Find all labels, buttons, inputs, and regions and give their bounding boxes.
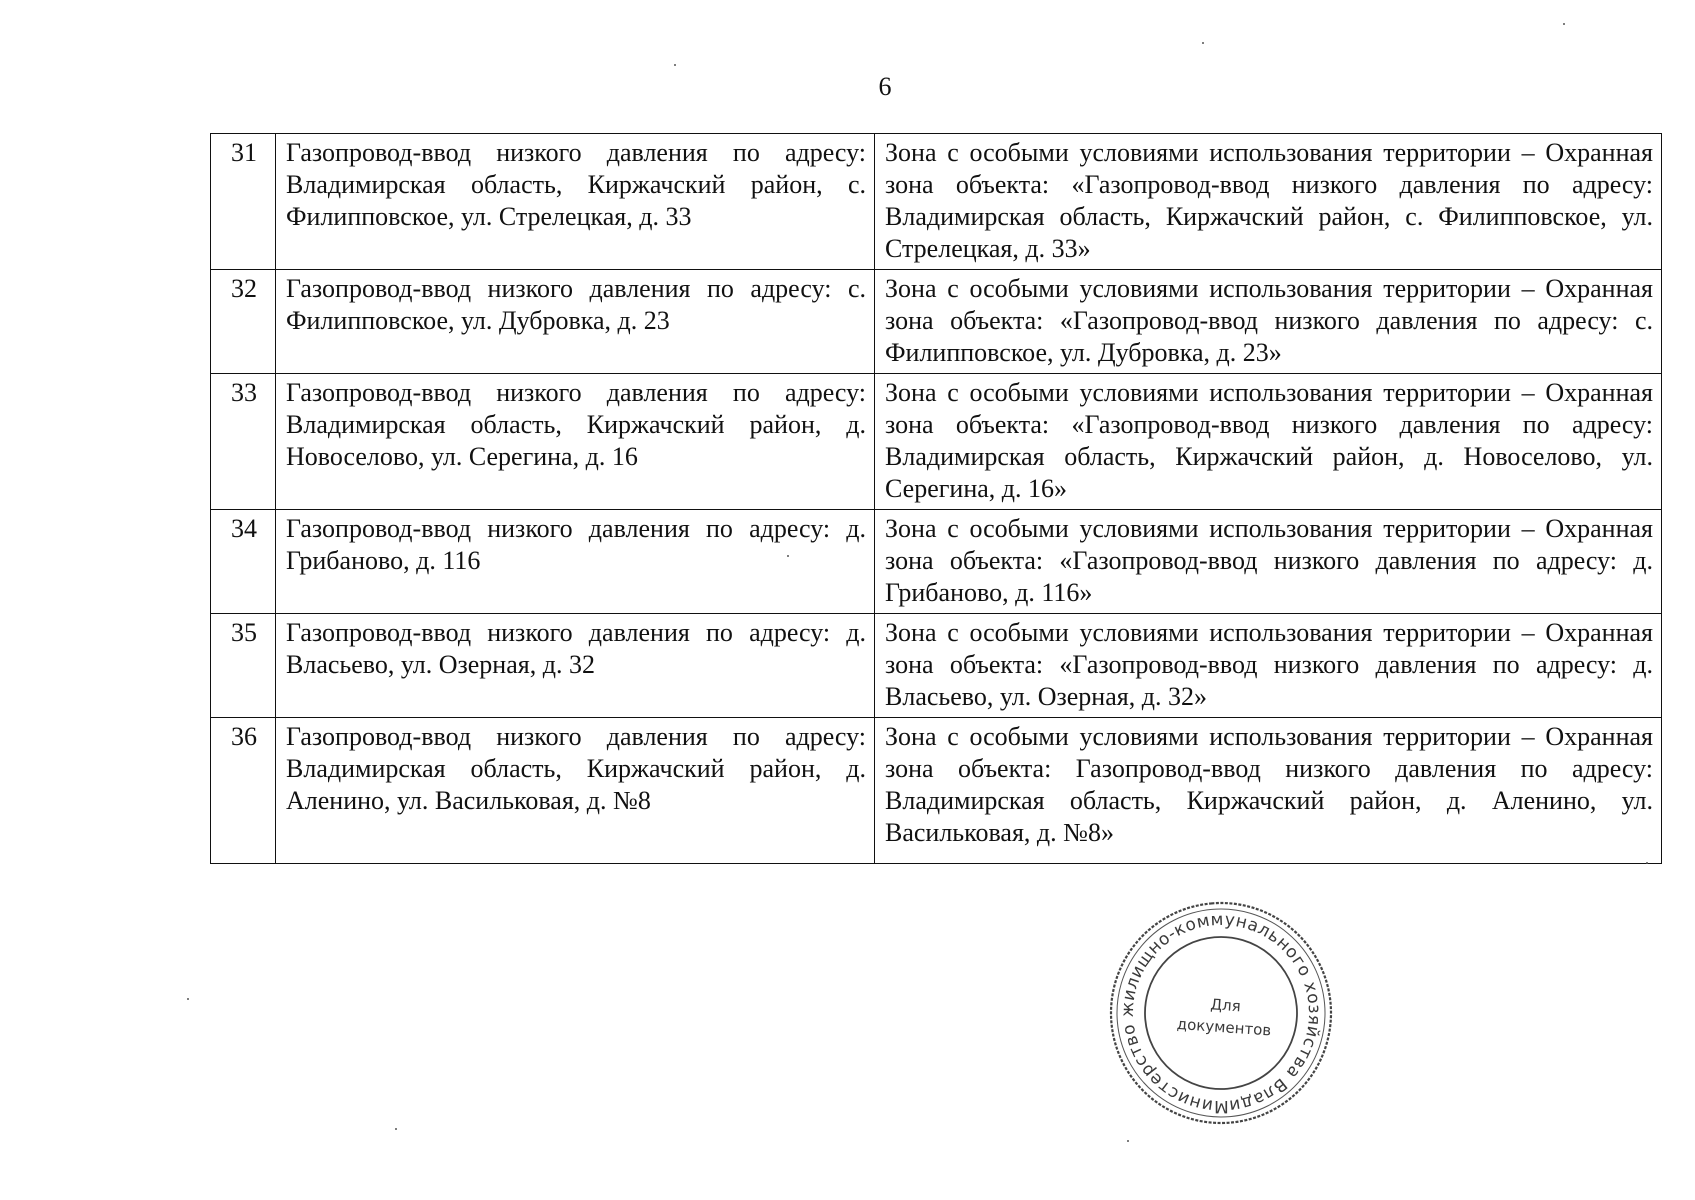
zone-description-cell: Зона с особыми условиями использования территории – Охранная зона объекта: Газопровод-ввод низкого давления по адресу: Владимирская область, Киржачский район, д. Аленино, ул. Васильковая, д. №8» [875, 718, 1662, 864]
stamp-center-line2: документов [1176, 1014, 1272, 1040]
row-number: 33 [211, 374, 276, 510]
table-row [211, 270, 1662, 374]
zone-description-cell: Зона с особыми условиями использования территории – Охранная зона объекта: «Газопровод-ввод низкого давления по адресу: д. Грибаново, д. 116» [875, 510, 1662, 614]
row-number: 36 [211, 718, 276, 864]
table-row [211, 718, 1662, 864]
official-stamp [1106, 898, 1336, 1128]
object-name-cell: Газопровод-ввод низкого давления по адресу: Владимирская область, Киржачский район, д. Аленино, ул. Васильковая, д. №8 [276, 718, 875, 864]
row-number: 31 [211, 134, 276, 270]
scan-speck [674, 64, 676, 66]
zone-description-cell: Зона с особыми условиями использования территории – Охранная зона объекта: «Газопровод-ввод низкого давления по адресу: Владимирская область, Киржачский район, с. Филипповское, ул. Стрелецкая, д. 33» [875, 134, 1662, 270]
scan-speck [1563, 23, 1565, 25]
table-row [211, 614, 1662, 718]
stamp-ring-text: Министерство жилищно-коммунального хозяйства Владимирской [1117, 909, 1325, 1117]
stamp-center-line1: Для [1209, 995, 1242, 1016]
zone-description-cell: Зона с особыми условиями использования территории – Охранная зона объекта: «Газопровод-ввод низкого давления по адресу: с. Филипповское, ул. Дубровка, д. 23» [875, 270, 1662, 374]
object-name-cell: Газопровод-ввод низкого давления по адресу: Владимирская область, Киржачский район, с. Филипповское, ул. Стрелецкая, д. 33 [276, 134, 875, 270]
object-name-cell: Газопровод-ввод низкого давления по адресу: д. Власьево, ул. Озерная, д. 32 [276, 614, 875, 718]
table-row [211, 134, 1662, 270]
scan-speck [187, 998, 189, 1000]
zone-description-cell: Зона с особыми условиями использования территории – Охранная зона объекта: «Газопровод-ввод низкого давления по адресу: Владимирская область, Киржачский район, д. Новоселово, ул. Серегина, д. 16» [875, 374, 1662, 510]
object-name-cell: Газопровод-ввод низкого давления по адресу: д. Грибаново, д. 116 [276, 510, 875, 614]
object-name-cell: Газопровод-ввод низкого давления по адресу: с. Филипповское, ул. Дубровка, д. 23 [276, 270, 875, 374]
table-row [211, 510, 1662, 614]
zone-description-cell: Зона с особыми условиями использования территории – Охранная зона объекта: «Газопровод-ввод низкого давления по адресу: д. Власьево, ул. Озерная, д. 32» [875, 614, 1662, 718]
scan-speck [1127, 1140, 1129, 1142]
scan-speck [787, 555, 789, 557]
row-number: 32 [211, 270, 276, 374]
row-number: 35 [211, 614, 276, 718]
scan-speck [1202, 42, 1204, 44]
scan-speck [395, 1128, 397, 1130]
object-name-cell: Газопровод-ввод низкого давления по адресу: Владимирская область, Киржачский район, д. Новоселово, ул. Серегина, д. 16 [276, 374, 875, 510]
row-number: 34 [211, 510, 276, 614]
page-number: 6 [878, 72, 892, 101]
table-row [211, 374, 1662, 510]
zones-table [210, 133, 1662, 864]
scan-speck [1646, 862, 1648, 864]
